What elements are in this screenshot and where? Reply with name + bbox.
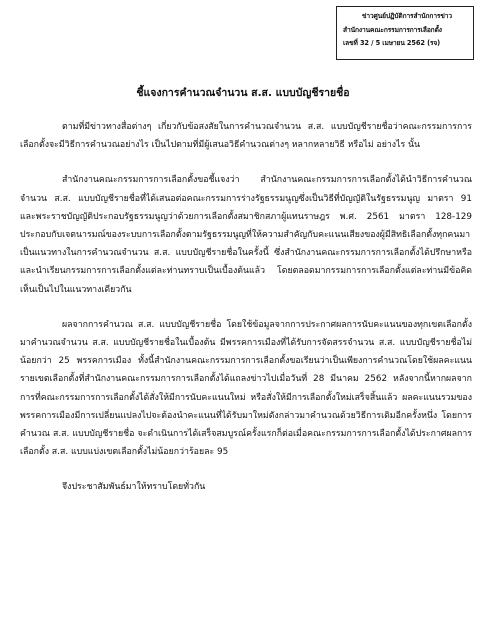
- office-name-line: สำนักงานคณะกรรมการการเลือกตั้ง: [343, 25, 442, 34]
- news-center-line: ข่าวศูนย์ปฏิบัติการสำนักการข่าว: [362, 12, 452, 20]
- paragraph-calculation-result: ผลจากการคำนวณ ส.ส. แบบบัญชีรายชื่อ โดยใช้ข้อมูลจากการประกาศผลการนับคะแนนของทุกเขตเลือกตั้งมาคำนวณจำนวน ส.ส. แบบบัญชีรายชื่อในเบื้องต้น มีพรรคการเมืองที่ได้รับการจัดสรรจำนวน ส.ส. แบบบัญชีรายชื่อไม่น้อยกว่า 25 พรรคการเมือง ทั้งนี้สำนักงานคณะกรรมการการเลือกตั้งขอเรียนว่าเป็นเพียงการคำนวณโดยใช้ผลคะแนนรายเขตเลือกตั้งที่สำนักงานคณะกรรมการการเลือกตั้งได้แถลงข่าวไปเมื่อวันที่ 28 มีนาคม 2562 หลังจากนี้หากผลจากการที่คณะกรรมการการเลือกตั้งได้สั่งให้มีการนับคะแนนใหม่ หรือสั่งให้มีการเลือกตั้งใหม่เสร็จสิ้นแล้ว ผลคะแนนรวมของพรรคการเมืองมีการเปลี่ยนแปลงไปจะต้องนำคะแนนที่ได้รับมาใหม่ดังกล่าวมาคำนวณด้วยวิธีการเดิมอีกครั้งหนึ่ง โดยการคำนวณ ส.ส. แบบบัญชีรายชื่อ จะดำเนินการได้เสร็จสมบูรณ์ครั้งแรกก็ต่อเมื่อคณะกรรมการการเลือกตั้งได้ประกาศผลการเลือกตั้ง ส.ส. แบบแบ่งเขตเลือกตั้งไม่น้อยกว่าร้อยละ 95: [20, 319, 472, 458]
- paragraph-closing: จึงประชาสัมพันธ์มาให้ทราบโดยทั่วกัน: [62, 482, 206, 493]
- paragraph-intro: ตามที่มีข่าวทางสื่อต่างๆ เกี่ยวกับข้อสงสัยในการคำนวณจำนวน ส.ส. แบบบัญชีรายชื่อว่าคณะกรรมการการเลือกตั้งจะมีวิธีการคำนวณอย่างไร เป็นไปตามที่มีผู้เสนอวิธีคำนวณต่างๆ หลากหลายวิธี หรือไม่ อย่างไร นั้น: [20, 122, 472, 151]
- document-body: [20, 118, 472, 497]
- news-reference-box: [336, 6, 474, 60]
- release-number-line: เลขที่ 32 / 5 เมษายน 2562 (รจ): [343, 39, 441, 47]
- document-title: ชี้แจงการคำนวณจำนวน ส.ส. แบบบัญชีรายชื่อ: [136, 87, 350, 99]
- paragraph-clarification: สำนักงานคณะกรรมการการเลือกตั้งขอชี้แจงว่า สำนักงานคณะกรรมการการเลือกตั้งได้นำวิธีการคำนวณจำนวน ส.ส. แบบบัญชีรายชื่อที่ได้เสนอต่อคณะกรรมการร่างรัฐธรรมนูญซึ่งเป็นวิธีที่บัญญัติในรัฐธรรมนูญ มาตรา 91 และพระราชบัญญัติประกอบรัฐธรรมนูญว่าด้วยการเลือกตั้งสมาชิกสภาผู้แทนราษฎร พ.ศ. 2561 มาตรา 128-129 ประกอบกับเจตนารมณ์ของระบบการเลือกตั้งตามรัฐธรรมนูญที่ให้ความสำคัญกับคะแนนเสียงของผู้มีสิทธิเลือกตั้งทุกคนมาเป็นแนวทางในการคำนวณจำนวน ส.ส. แบบบัญชีรายชื่อในครั้งนี้ ซึ่งสำนักงานคณะกรรมการการเลือกตั้งได้ปรึกษาหรือและนำเรียนกรรมการการเลือกตั้งแต่ละท่านทราบเป็นเบื้องต้นแล้ว โดยตลอดมากรรมการการเลือกตั้งแต่ละท่านมีข้อคิดเห็นเป็นไปในแนวทางเดียวกัน: [20, 175, 472, 295]
